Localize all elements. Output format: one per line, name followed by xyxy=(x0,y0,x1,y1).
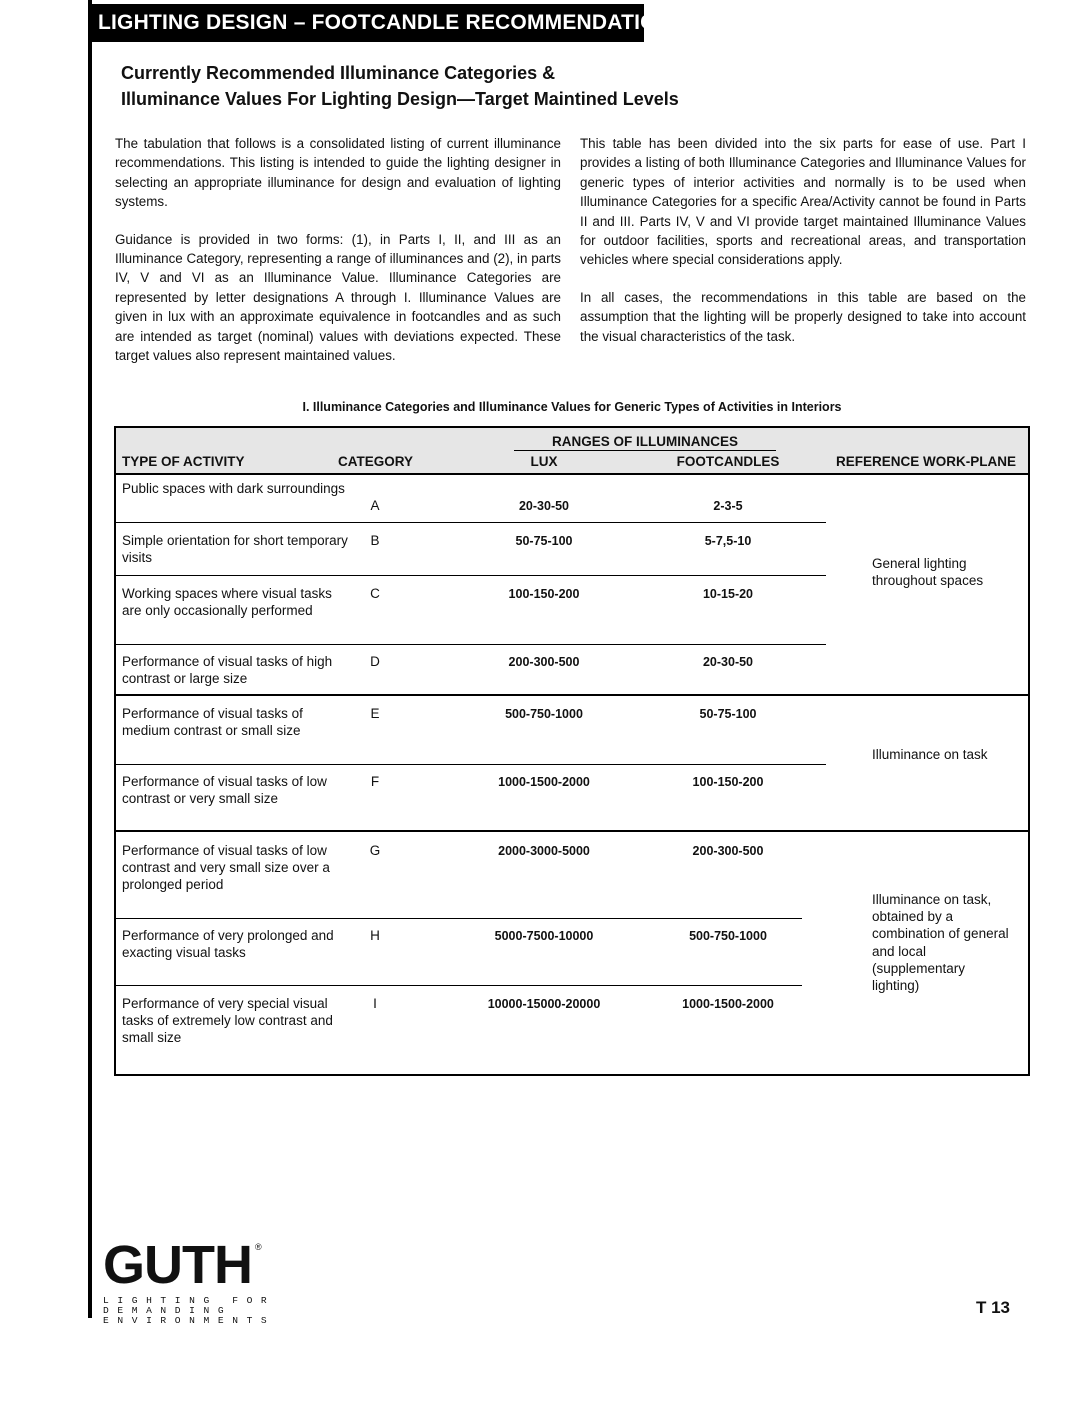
reference-work-plane: General lighting throughout spaces xyxy=(872,556,984,589)
category-cell: I xyxy=(373,996,377,1011)
category-cell: F xyxy=(370,774,380,789)
lux-cell: 5000-7500-10000 xyxy=(494,929,594,943)
section-header: LIGHTING DESIGN – FOOTCANDLE RECOMMENDATIONS xyxy=(88,4,644,42)
footcandles-cell: 1000-1500-2000 xyxy=(682,997,774,1011)
activity-cell: Performance of visual tasks of high contrast or large size xyxy=(122,654,333,687)
intro-paragraph: Guidance is provided in two forms: (1), in Parts I, II, and III as an Illuminance Category, representing a range of illuminances and (2), in parts IV, V and VI as an Illuminance Value. Illuminance Categories are represented by letter designations A through I. Illuminance Values are given in lux with an approximate equivalence in footcandles and as such are intended as target (nominal) values with deviations expected. These target values also represent maintained values. xyxy=(115,231,561,364)
footcandles-cell: 200-300-500 xyxy=(692,844,764,858)
activity-cell: Public spaces with dark surroundings xyxy=(122,481,345,496)
page-subtitle xyxy=(121,60,821,112)
page-number: T 13 xyxy=(976,1298,1011,1317)
left-rule xyxy=(88,0,92,1318)
intro-left-column xyxy=(115,134,561,383)
activity-cell: Performance of very prolonged and exacting visual tasks xyxy=(122,928,334,961)
header-footcandles: FOOTCANDLES xyxy=(676,454,780,469)
group-divider xyxy=(116,830,1028,832)
registered-mark: ® xyxy=(255,1242,262,1252)
lux-cell: 200-300-500 xyxy=(508,655,580,669)
lux-cell: 50-75-100 xyxy=(515,534,573,548)
table-title: I. Illuminance Categories and Illuminance Values for Generic Types of Activities in Interiors xyxy=(302,400,842,414)
header-lux: LUX xyxy=(530,454,558,469)
category-cell: G xyxy=(369,843,381,858)
illuminance-table xyxy=(114,426,1030,1076)
footcandles-cell: 10-15-20 xyxy=(702,587,754,601)
logo-tagline-line: DEMANDING xyxy=(103,1305,233,1316)
intro-paragraph: This table has been divided into the six parts for ease of use. Part I provides a listing of both Illuminance Categories and Illuminance Values for generic types of interior activities and normally is to be used when Illuminance Categories for a specific Area/Activity cannot be found in Parts II and III. Parts IV, V and VI provide target maintained Illuminance Values for outdoor facilities, sports and recreational areas, and transportation vehicles where special considerations apply. xyxy=(580,136,1026,268)
category-cell: C xyxy=(370,586,380,601)
header-ranges: RANGES OF ILLUMINANCES xyxy=(551,434,738,449)
intro-paragraph: In all cases, the recommendations in this table are based on the assumption that the lighting will be properly designed to take into account the visual characteristics of the task. xyxy=(580,289,1026,344)
footcandles-cell: 2-3-5 xyxy=(713,499,743,513)
activity-cell: Simple orientation for short temporary visits xyxy=(122,533,348,566)
activity-cell: Performance of visual tasks of low contrast and very small size over a prolonged period xyxy=(122,843,330,893)
row-divider xyxy=(116,644,826,645)
activity-cell: Performance of visual tasks of medium contrast or small size xyxy=(122,706,303,739)
activity-cell: Performance of visual tasks of low contrast or very small size xyxy=(122,774,327,807)
footcandles-cell: 100-150-200 xyxy=(692,775,764,789)
subtitle-line-1: Currently Recommended Illuminance Categories & xyxy=(121,63,556,83)
logo-tagline-line: ENVIRONMENTS xyxy=(103,1315,276,1326)
lux-cell: 20-30-50 xyxy=(518,499,570,513)
header-category: CATEGORY xyxy=(338,454,414,469)
row-divider xyxy=(116,918,802,919)
category-cell: H xyxy=(370,928,380,943)
reference-work-plane: Illuminance on task xyxy=(872,747,988,762)
header-activity: TYPE OF ACTIVITY xyxy=(122,454,245,469)
reference-work-plane: Illuminance on task, obtained by a combination of general and local (supplementary lighting) xyxy=(872,892,1009,994)
category-cell: B xyxy=(370,533,380,548)
lux-cell: 2000-3000-5000 xyxy=(498,844,590,858)
guth-logo xyxy=(103,1235,276,1326)
footcandles-cell: 5-7,5-10 xyxy=(704,534,752,548)
category-cell: D xyxy=(370,654,380,669)
intro-right-column xyxy=(580,134,1026,364)
category-cell: E xyxy=(370,706,380,721)
row-divider xyxy=(116,764,826,765)
table-header xyxy=(116,428,1028,475)
footcandles-cell: 20-30-50 xyxy=(702,655,754,669)
lux-cell: 100-150-200 xyxy=(508,587,580,601)
activity-cell: Performance of very special visual tasks of extremely low contrast and small size xyxy=(122,996,333,1046)
row-divider xyxy=(116,522,826,523)
logo-tagline xyxy=(103,1296,275,1326)
lux-cell: 10000-15000-20000 xyxy=(487,997,601,1011)
row-divider xyxy=(116,985,802,986)
group-divider xyxy=(116,694,1028,696)
lux-cell: 500-750-1000 xyxy=(505,707,583,721)
subtitle-line-2: Illuminance Values For Lighting Design—Target Maintined Levels xyxy=(121,89,679,109)
intro-paragraph: The tabulation that follows is a consolidated listing of current illuminance recommendations. This listing is intended to guide the lighting designer in selecting an appropriate illuminance for design and evaluation of lighting systems. xyxy=(115,136,561,210)
header-range-underline xyxy=(514,450,776,451)
lux-cell: 1000-1500-2000 xyxy=(498,775,590,789)
logo-tagline-line: LIGHTING FOR xyxy=(103,1295,276,1306)
row-divider xyxy=(116,575,826,576)
logo-wordmark: GUTH xyxy=(103,1235,252,1295)
category-cell: A xyxy=(370,498,380,513)
activity-cell: Working spaces where visual tasks are only occasionally performed xyxy=(122,586,332,619)
header-reference: REFERENCE WORK-PLANE xyxy=(835,454,1016,469)
footcandles-cell: 500-750-1000 xyxy=(689,929,767,943)
footcandles-cell: 50-75-100 xyxy=(699,707,757,721)
